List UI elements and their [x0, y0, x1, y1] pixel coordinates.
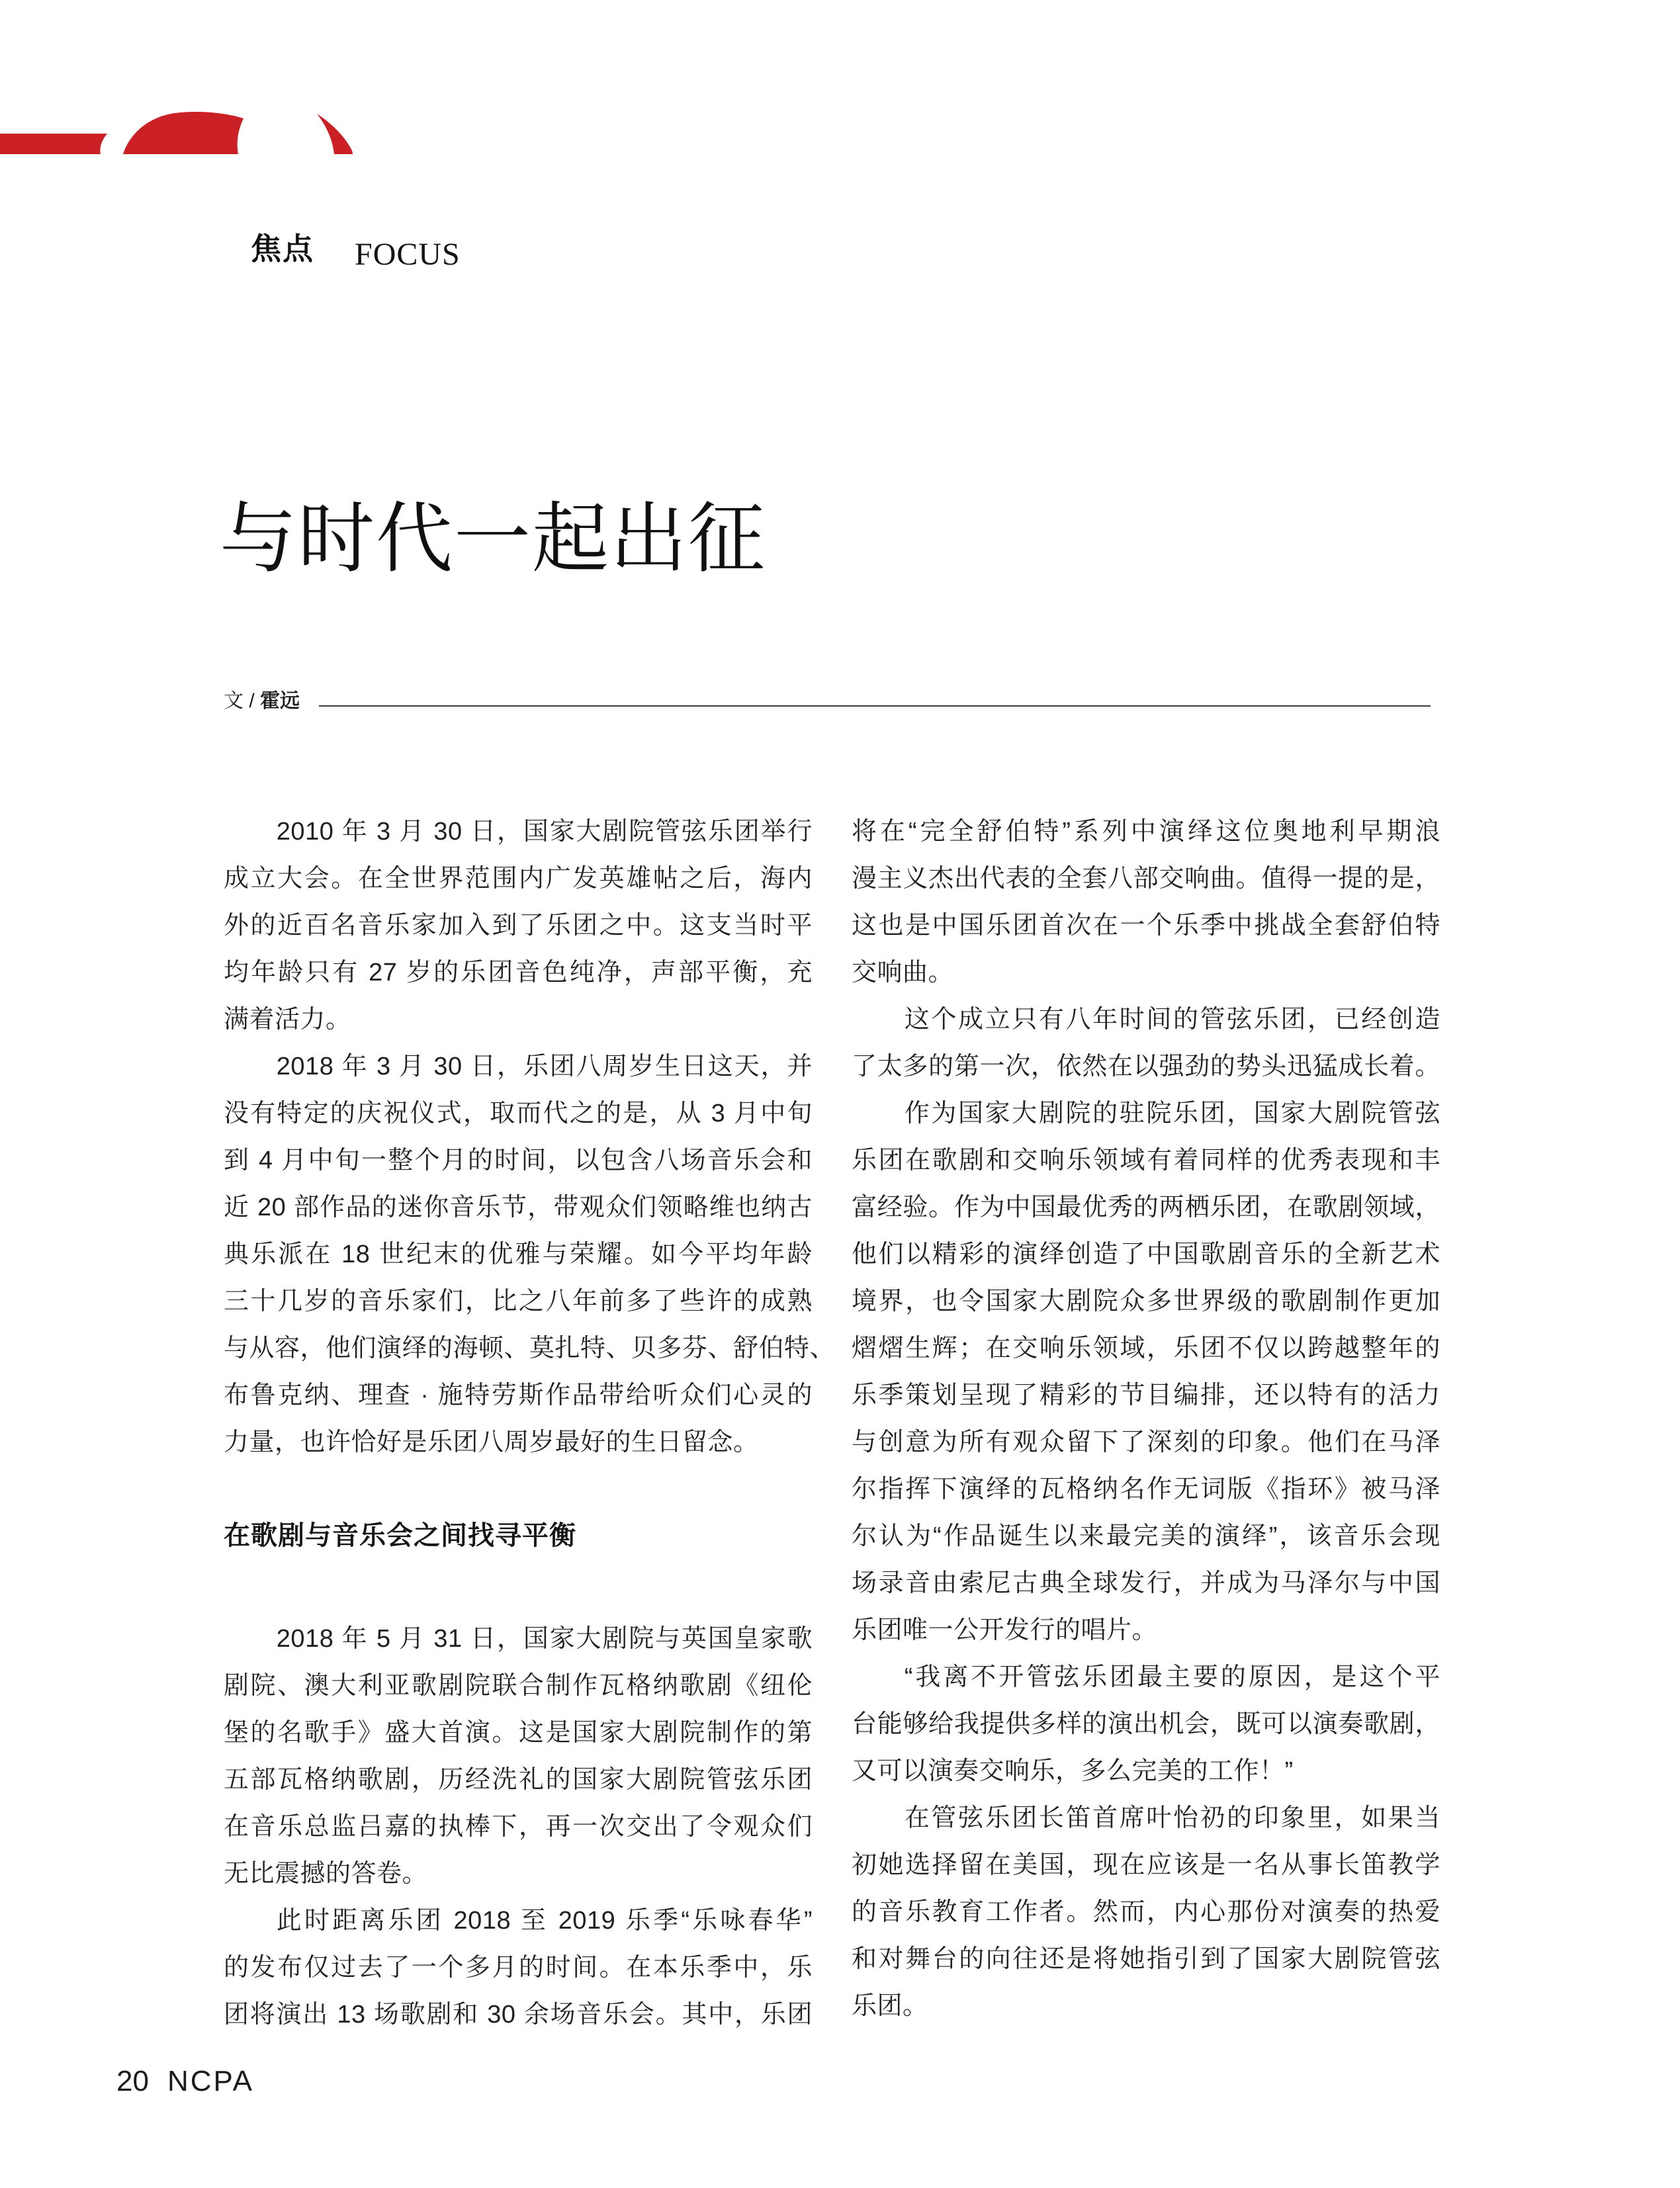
text-line: 尔指挥下演绎的瓦格纳名作无词版《指环》被马泽	[852, 1475, 1440, 1503]
article-title: 与时代一起出征	[220, 498, 766, 582]
text-line: 成立大会。在全世界范围内广发英雄帖之后，海内	[224, 865, 813, 893]
text-line: 没有特定的庆祝仪式，取而代之的是，从 3 月中旬	[224, 1100, 813, 1127]
text-line: 乐团。	[852, 1992, 928, 2020]
red-dome-shape	[123, 112, 243, 154]
text-line: 和对舞台的向往还是将她指引到了国家大剧院管弦	[852, 1945, 1440, 1973]
byline-author: 霍远	[260, 690, 300, 712]
text-line: 堡的名歌手》盛大首演。这是国家大剧院制作的第	[224, 1719, 813, 1747]
red-blade-shape	[317, 114, 353, 154]
text-line: 台能够给我提供多样的演出机会，既可以演奏歌剧，	[852, 1710, 1440, 1738]
text-line: 2018 年 3 月 30 日，乐团八周岁生日这天，并	[276, 1053, 813, 1080]
column-left	[224, 809, 836, 2038]
text-line: 三十几岁的音乐家们，比之八年前多了些许的成熟	[224, 1288, 813, 1315]
text-line: 尔认为“作品诞生以来最完美的演绎”，该音乐会现	[852, 1522, 1440, 1550]
text-line: 漫主义杰出代表的全套八部交响曲。值得一提的是，	[852, 865, 1440, 893]
text-line: 乐团在歌剧和交响乐领域有着同样的优秀表现和丰	[852, 1147, 1440, 1174]
text-line: 剧院、澳大利亚歌剧院联合制作瓦格纳歌剧《纽伦	[224, 1672, 813, 1700]
text-line: 外的近百名音乐家加入到了乐团之中。这支当时平	[224, 912, 813, 940]
section-label-cn: 焦点	[251, 232, 314, 266]
text-line: 与从容，他们演绎的海顿、莫扎特、贝多芬、舒伯特、	[224, 1335, 836, 1362]
red-swoosh-logo	[0, 109, 371, 159]
text-line: 了太多的第一次，依然在以强劲的势头迅猛成长着。	[852, 1053, 1440, 1080]
text-line: 熠熠生辉；在交响乐领域，乐团不仅以跨越整年的	[852, 1335, 1440, 1362]
text-line: 五部瓦格纳歌剧，历经洗礼的国家大剧院管弦乐团	[224, 1766, 813, 1794]
text-line: 场录音由索尼古典全球发行，并成为马泽尔与中国	[852, 1569, 1440, 1597]
text-line: 与创意为所有观众留下了深刻的印象。他们在马泽	[852, 1428, 1440, 1456]
text-line: 将在“完全舒伯特”系列中演绎这位奥地利早期浪	[852, 818, 1440, 846]
text-line: 富经验。作为中国最优秀的两栖乐团，在歌剧领域，	[852, 1194, 1440, 1221]
text-line: 初她选择留在美国，现在应该是一名从事长笛教学	[852, 1851, 1440, 1879]
text-line: “我离不开管弦乐团最主要的原因，是这个平	[904, 1663, 1440, 1691]
text-line: 作为国家大剧院的驻院乐团，国家大剧院管弦	[904, 1100, 1440, 1127]
byline-rule	[319, 705, 1431, 707]
text-line: 乐团唯一公开发行的唱片。	[852, 1616, 1158, 1644]
brand-label: NCPA	[167, 2065, 254, 2097]
text-line: 力量，也许恰好是乐团八周岁最好的生日留念。	[224, 1428, 759, 1456]
text-line: 均年龄只有 27 岁的乐团音色纯净，声部平衡，充	[224, 959, 813, 986]
text-line: 的音乐教育工作者。然而，内心那份对演奏的热爱	[852, 1898, 1440, 1926]
text-line: 团将演出 13 场歌剧和 30 余场音乐会。其中，乐团	[224, 2001, 813, 2029]
red-bar-shape	[0, 134, 107, 154]
text-line: 交响曲。	[852, 959, 954, 986]
footer	[116, 2067, 254, 2096]
text-line: 典乐派在 18 世纪末的优雅与荣耀。如今平均年龄	[224, 1241, 813, 1268]
text-line: 布鲁克纳、理查 · 施特劳斯作品带给听众们心灵的	[224, 1381, 813, 1409]
text-line: 2018 年 5 月 31 日，国家大剧院与英国皇家歌	[276, 1625, 813, 1653]
text-line: 乐季策划呈现了精彩的节目编排，还以特有的活力	[852, 1381, 1440, 1409]
text-line: 无比震撼的答卷。	[224, 1860, 428, 1888]
text-line: 这个成立只有八年时间的管弦乐团，已经创造	[904, 1006, 1440, 1033]
text-line: 的发布仅过去了一个多月的时间。在本乐季中，乐	[224, 1954, 813, 1982]
byline	[224, 689, 300, 713]
text-line: 在管弦乐团长笛首席叶怡礽的印象里，如果当	[904, 1804, 1440, 1832]
section-label-en: FOCUS	[355, 237, 461, 272]
masthead	[0, 109, 461, 272]
section-heading: 在歌剧与音乐会之间找寻平衡	[224, 1521, 576, 1550]
text-line: 在音乐总监吕嘉的执棒下，再一次交出了令观众们	[224, 1813, 813, 1841]
text-line: 境界，也令国家大剧院众多世界级的歌剧制作更加	[852, 1288, 1440, 1315]
text-line: 他们以精彩的演绎创造了中国歌剧音乐的全新艺术	[852, 1241, 1440, 1268]
text-line: 2010 年 3 月 30 日，国家大剧院管弦乐团举行	[276, 818, 813, 846]
text-line: 满着活力。	[224, 1006, 351, 1033]
text-line: 近 20 部作品的迷你音乐节，带观众们领略维也纳古	[224, 1194, 813, 1221]
page-number: 20	[116, 2065, 149, 2097]
text-line: 这也是中国乐团首次在一个乐季中挑战全套舒伯特	[852, 912, 1440, 940]
text-line: 又可以演奏交响乐，多么完美的工作！”	[852, 1757, 1294, 1785]
text-line: 到 4 月中旬一整个月的时间，以包含八场音乐会和	[224, 1147, 813, 1174]
byline-prefix: 文 /	[224, 690, 261, 712]
text-line: 此时距离乐团 2018 至 2019 乐季“乐咏春华”	[276, 1907, 813, 1935]
column-right	[852, 809, 1440, 2030]
